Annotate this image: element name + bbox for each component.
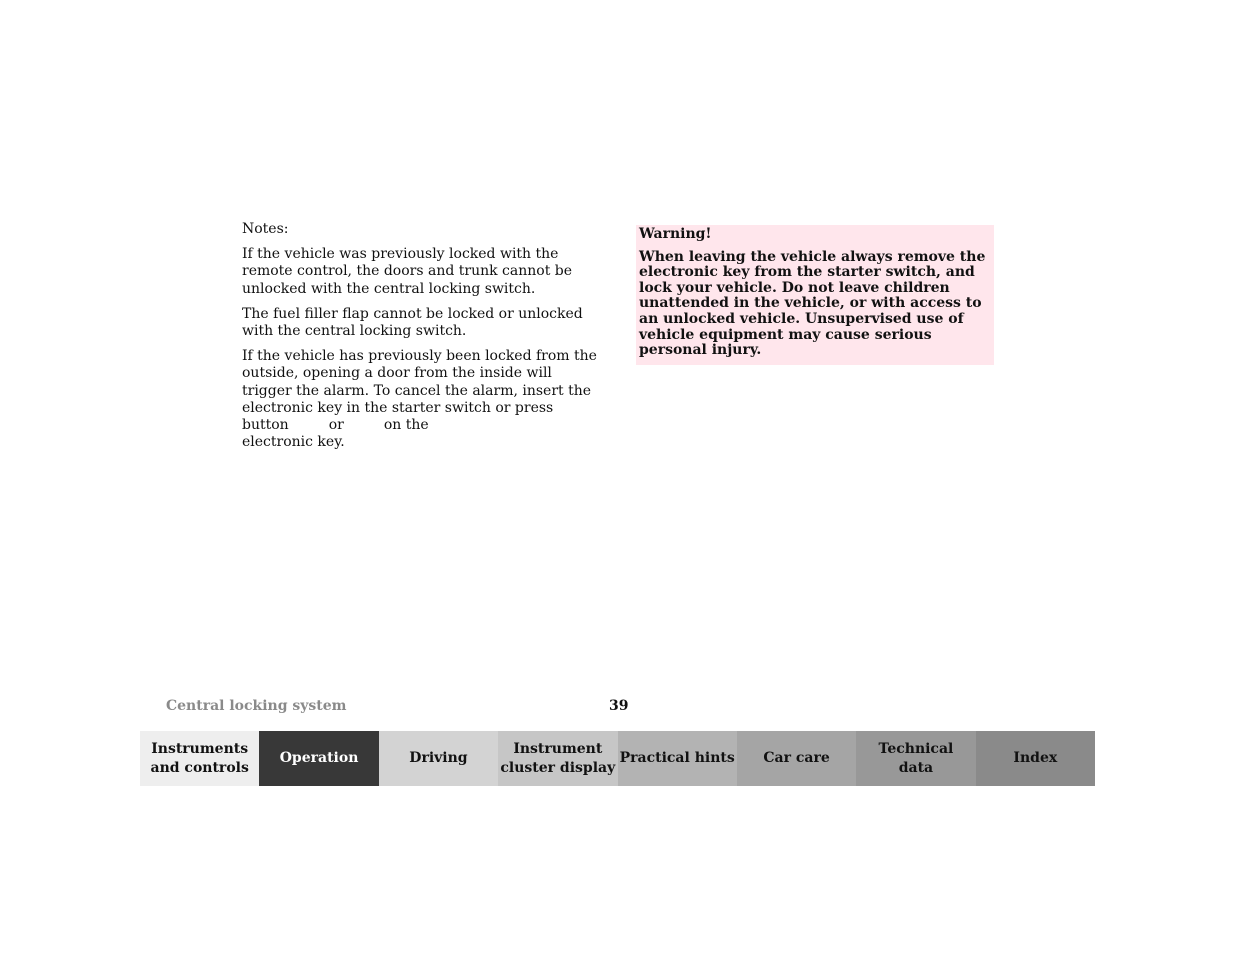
nav-tab-index[interactable]: Index bbox=[976, 731, 1095, 786]
section-title: Central locking system bbox=[166, 698, 347, 714]
chapter-nav-bar bbox=[140, 731, 1095, 786]
nav-tab-technical-data[interactable]: Technical data bbox=[856, 731, 975, 786]
nav-tab-car-care[interactable]: Car care bbox=[737, 731, 856, 786]
nav-tab-driving[interactable]: Driving bbox=[379, 731, 498, 786]
note-alarm-on-the: on the bbox=[383, 417, 429, 434]
note-alarm-text: If the vehicle has previously been locked from the outside, opening a door from the inside will trigger the alarm. To cancel the alarm, insert the electronic key in the starter switch or press button bbox=[242, 348, 597, 434]
nav-tab-operation[interactable]: Operation bbox=[259, 731, 378, 786]
nav-tab-instruments-and-controls[interactable]: Instruments and controls bbox=[140, 731, 259, 786]
nav-tab-instrument-cluster-display[interactable]: Instrument cluster display bbox=[498, 731, 617, 786]
notes-heading: Notes: bbox=[242, 221, 289, 237]
note-remote-control: If the vehicle was previously locked with the remote control, the doors and trunk cannot be unlocked with the central locking switch. bbox=[242, 246, 573, 297]
page-number: 39 bbox=[609, 698, 629, 714]
note-fuel-filler-flap: The fuel filler flap cannot be locked or unlocked with the central locking switch. bbox=[242, 305, 583, 340]
warning-title: Warning! bbox=[639, 226, 712, 242]
warning-text: When leaving the vehicle always remove the electronic key from the starter switch, and lock your vehicle. Do not leave children unattended in the vehicle, or with access to an unlocked vehicle. Unsupervised use of vehicle equipment may cause serious personal injury. bbox=[639, 248, 986, 359]
note-alarm-end: electronic key. bbox=[242, 434, 345, 451]
nav-tab-practical-hints[interactable]: Practical hints bbox=[618, 731, 737, 786]
warning-box bbox=[636, 225, 994, 365]
note-alarm bbox=[242, 348, 598, 451]
notes-column bbox=[242, 221, 598, 451]
note-alarm-or: or bbox=[328, 417, 344, 434]
